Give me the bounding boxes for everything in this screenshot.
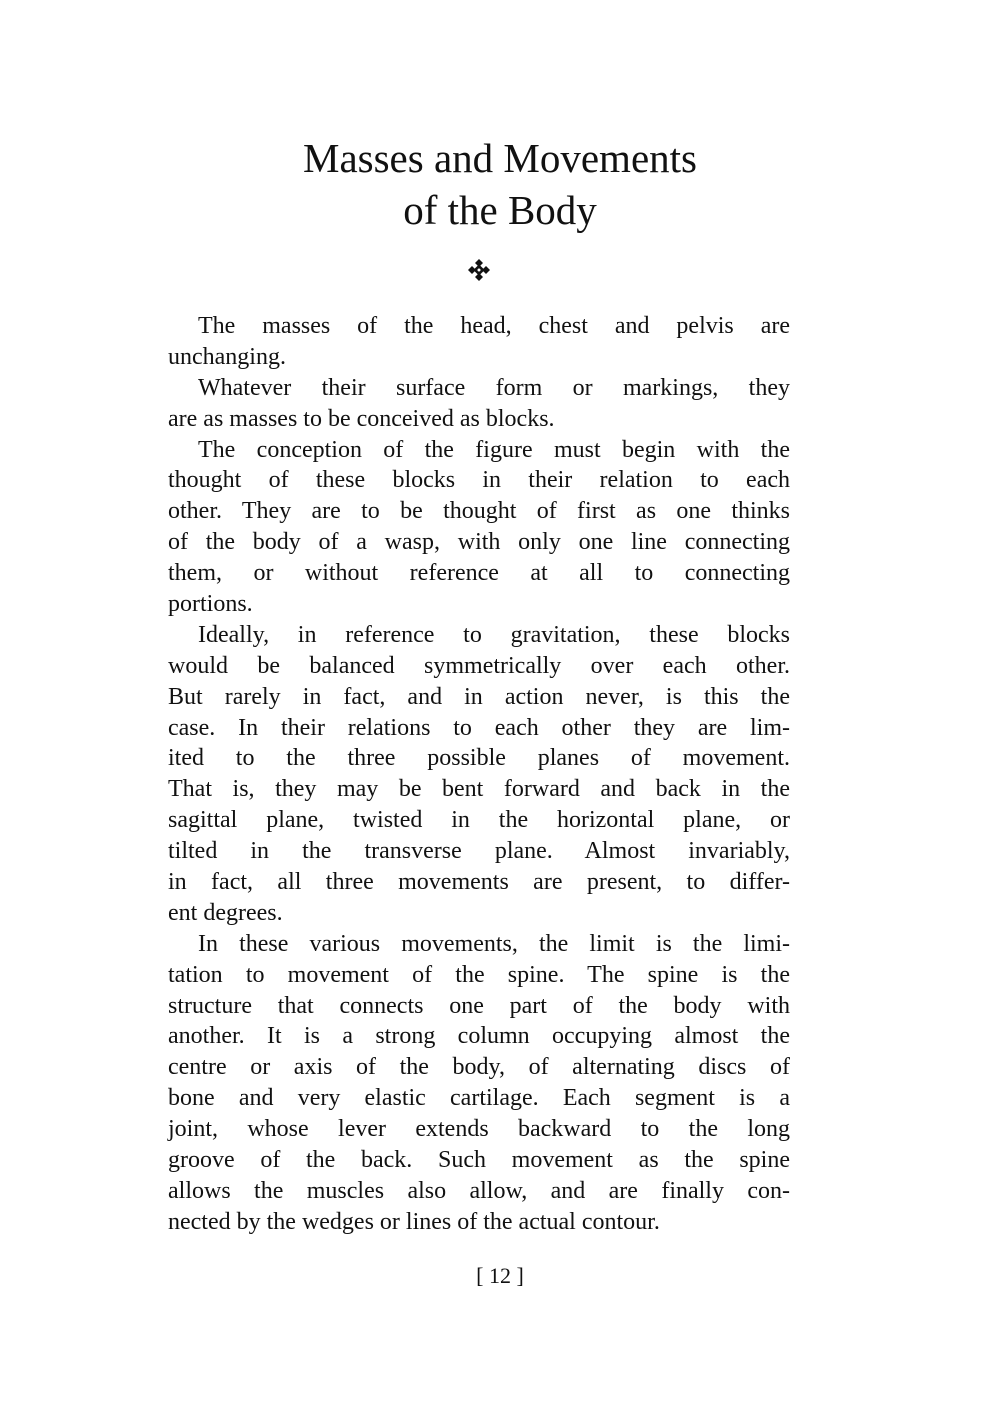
text-line: allows the muscles also allow, and are finally con- (168, 1177, 790, 1204)
text-line: In these various movements, the limit is the limi- (198, 930, 790, 957)
text-line: case. In their relations to each other they are lim- (168, 714, 790, 741)
text-line: other. They are to be thought of first as one thinks (168, 498, 790, 525)
text-line: joint, whose lever extends backward to the long (168, 1116, 790, 1143)
text-line: nected by the wedges or lines of the actual contour. (168, 1208, 660, 1235)
text-line: sagittal plane, twisted in the horizontal plane, or (168, 807, 790, 834)
text-line: in fact, all three movements are present, to differ- (168, 869, 790, 896)
text-line: centre or axis of the body, of alternating discs of (168, 1054, 790, 1081)
text-line: But rarely in fact, and in action never, is this the (168, 683, 790, 710)
text-line: groove of the back. Such movement as the spine (168, 1147, 790, 1174)
paragraph (168, 620, 790, 929)
text-line: That is, they may be bent forward and back in the (168, 776, 790, 803)
text-line: The masses of the head, chest and pelvis are (198, 313, 790, 339)
text-line: ent degrees. (168, 899, 283, 926)
text-line: would be balanced symmetrically over each other. (168, 652, 790, 679)
paragraph (168, 373, 790, 435)
text-line: structure that connects one part of the body with (168, 992, 790, 1019)
text-line: portions. (168, 591, 253, 618)
paragraph (168, 435, 790, 620)
chapter-title-line-2: of the Body (403, 187, 597, 233)
text-line: unchanging. (168, 343, 286, 370)
text-line: Ideally, in reference to gravitation, these blocks (198, 621, 790, 648)
text-line: thought of these blocks in their relation to each (168, 467, 790, 494)
body-text (168, 311, 790, 1238)
text-line: Whatever their surface form or markings, they (198, 374, 790, 401)
text-line: are as masses to be conceived as blocks. (168, 405, 555, 432)
text-line: ited to the three possible planes of movement. (168, 745, 790, 772)
text-line: tation to movement of the spine. The spine is the (168, 961, 790, 988)
text-line: of the body of a wasp, with only one line connecting (168, 529, 790, 556)
chapter-title (0, 132, 1000, 236)
text-line: them, or without reference at all to connecting (168, 560, 790, 587)
chapter-title-line-1: Masses and Movements (302, 135, 697, 181)
text-line: bone and very elastic cartilage. Each segment is a (168, 1085, 790, 1112)
text-line: another. It is a strong column occupying almost the (168, 1023, 790, 1050)
paragraph (168, 311, 790, 373)
fleuron-icon (468, 259, 490, 281)
paragraph (168, 929, 790, 1238)
text-line: The conception of the figure must begin with the (198, 436, 790, 463)
page-number: [ 12 ] (476, 1263, 524, 1288)
text-line: tilted in the transverse plane. Almost invariably, (168, 838, 790, 865)
